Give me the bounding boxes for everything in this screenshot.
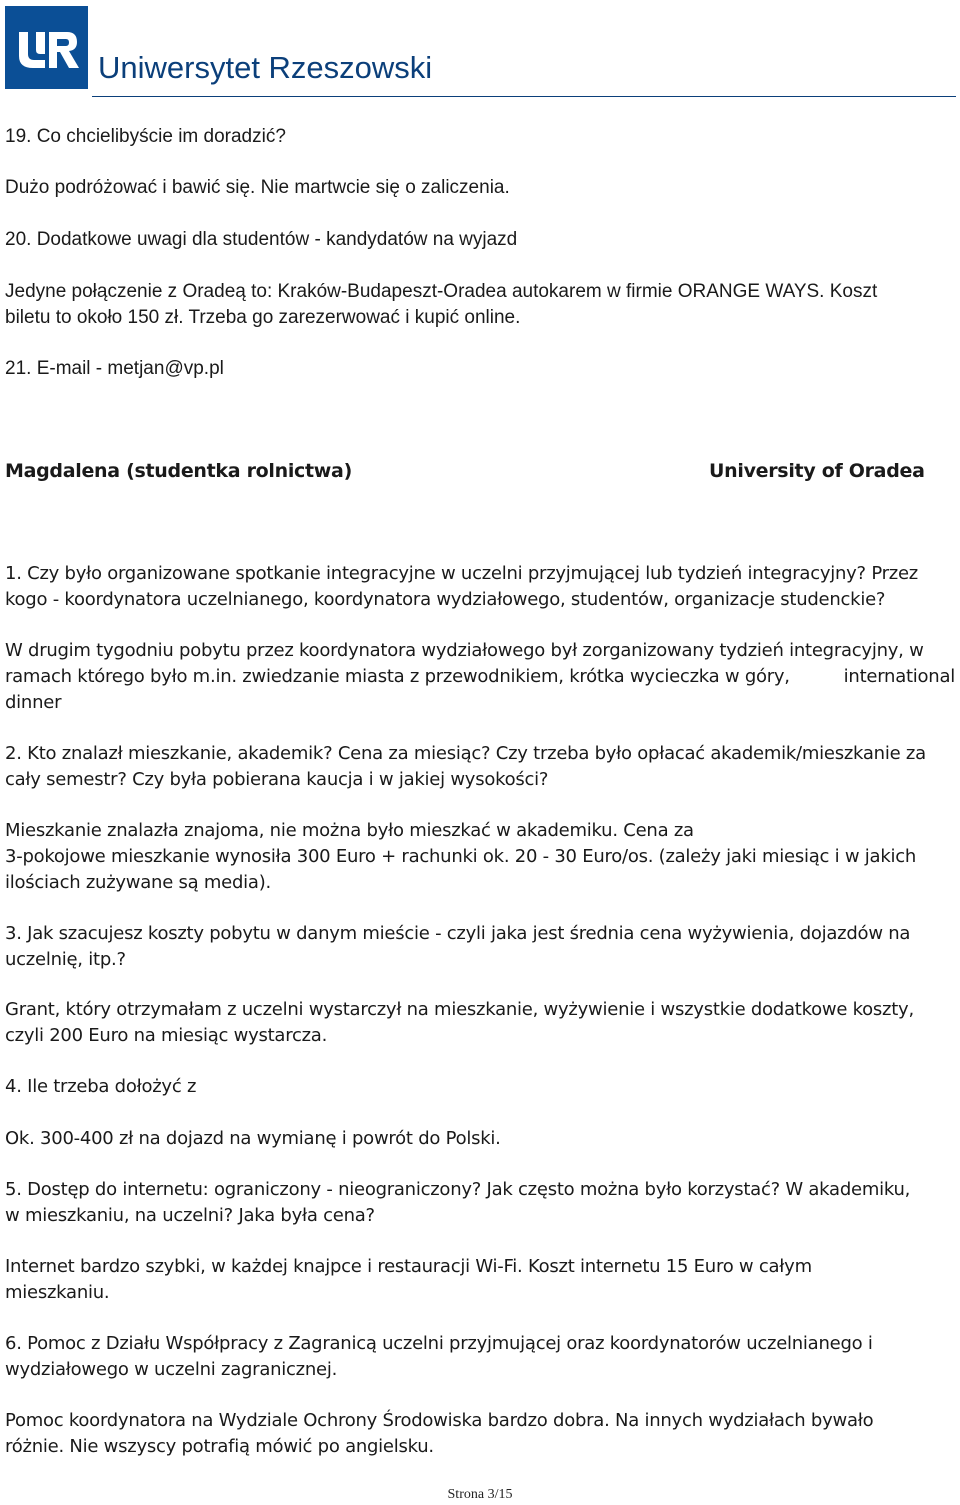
question-19: 19. Co chcielibyście im doradzić? <box>5 126 286 147</box>
question-1-line-2: kogo - koordynatora uczelnianego, koordynatora wydziałowego, studentów, organizacje studenckie? <box>5 589 886 610</box>
answer-1-line-3: dinner <box>5 692 62 713</box>
answer-2-line-3: ilościach zużywane są media). <box>5 872 271 893</box>
answer-20-line-2: biletu to około 150 zł. Trzeba go zarezerwować i kupić online. <box>5 307 521 328</box>
ur-logo-icon <box>5 6 88 89</box>
university-name: Uniwersytet Rzeszowski <box>98 50 433 85</box>
answer-5-line-2: mieszkaniu. <box>5 1282 110 1303</box>
answer-20-line-1: Jedyne połączenie z Oradeą to: Kraków-Budapeszt-Oradea autokarem w firmie ORANGE WAYS. Koszt <box>5 281 878 302</box>
answer-6-line-1: Pomoc koordynatora na Wydziale Ochrony Środowiska bardzo dobra. Na innych wydziałach bywało <box>5 1410 874 1431</box>
question-1-line-1: 1. Czy było organizowane spotkanie integracyjne w uczelni przyjmującej lub tydzień integracyjny? Przez <box>5 563 918 584</box>
answer-1-line-2-right: international <box>843 666 955 687</box>
answer-3-line-1: Grant, który otrzymałam z uczelni wystarczył na mieszkanie, wyżywienie i wszystkie dodatkowe koszty, <box>5 999 914 1020</box>
answer-19: Dużo podróżować i bawić się. Nie martwcie się o zaliczenia. <box>5 177 510 198</box>
answer-4: Ok. 300-400 zł na dojazd na wymianę i powrót do Polski. <box>5 1128 501 1149</box>
student-name: Magdalena (studentka rolnictwa) <box>5 460 352 482</box>
page-number: Strona 3/15 <box>447 1487 513 1502</box>
question-4: 4. Ile trzeba dołożyć z <box>5 1076 197 1097</box>
question-21-email: 21. E-mail - metjan@vp.pl <box>5 358 224 379</box>
answer-1-line-1: W drugim tygodniu pobytu przez koordynatora wydziałowego był zorganizowany tydzień integracyjny, w <box>5 640 924 661</box>
question-6-line-2: wydziałowego w uczelni zagranicznej. <box>5 1359 338 1380</box>
question-3-line-1: 3. Jak szacujesz koszty pobytu w danym mieście - czyli jaka jest średnia cena wyżywienia, dojazdów na <box>5 923 911 944</box>
answer-1-line-2 <box>5 664 955 690</box>
question-2-line-1: 2. Kto znalazł mieszkanie, akademik? Cena za miesiąc? Czy trzeba było opłacać akademik/mieszkanie za <box>5 743 926 764</box>
page-header <box>0 0 960 100</box>
answer-6-line-2: różnie. Nie wszyscy potrafią mówić po angielsku. <box>5 1436 434 1457</box>
answer-2-line-2: 3-pokojowe mieszkanie wynosiła 300 Euro + rachunki ok. 20 - 30 Euro/os. (zależy jaki miesiąc i w jakich <box>5 846 917 867</box>
answer-1-line-2-left: ramach którego było m.in. zwiedzanie miasta z przewodnikiem, krótka wycieczka w góry, <box>5 666 790 687</box>
header-divider <box>92 96 956 97</box>
question-3-line-2: uczelnię, itp.? <box>5 949 126 970</box>
answer-2-line-1: Mieszkanie znalazła znajoma, nie można było mieszkać w akademiku. Cena za <box>5 820 694 841</box>
university-logo <box>5 6 88 89</box>
answer-5-line-1: Internet bardzo szybki, w każdej knajpce i restauracji Wi-Fi. Koszt internetu 15 Euro w całym <box>5 1256 812 1277</box>
answer-3-line-2: czyli 200 Euro na miesiąc wystarcza. <box>5 1025 328 1046</box>
question-5-line-2: w mieszkaniu, na uczelni? Jaka była cena? <box>5 1205 375 1226</box>
question-6-line-1: 6. Pomoc z Działu Współpracy z Zagranicą uczelni przyjmującej oraz koordynatorów uczelnianego i <box>5 1333 873 1354</box>
question-20: 20. Dodatkowe uwagi dla studentów - kandydatów na wyjazd <box>5 229 518 250</box>
question-5-line-1: 5. Dostęp do internetu: ograniczony - nieograniczony? Jak często można było korzystać? W akademiku, <box>5 1179 911 1200</box>
question-2-line-2: cały semestr? Czy była pobierana kaucja i w jakiej wysokości? <box>5 769 549 790</box>
host-university: University of Oradea <box>709 460 925 482</box>
